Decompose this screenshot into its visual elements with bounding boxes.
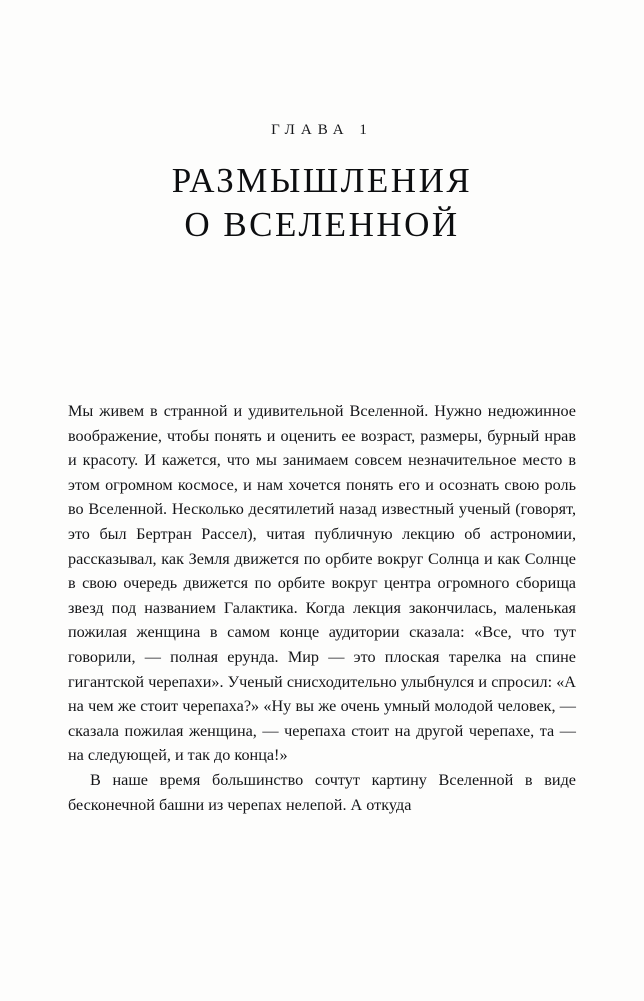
chapter-header [68, 0, 576, 247]
paragraph: В наше время большинство сочтут картину Вселенной в виде бесконечной башни из черепах нелепой. А откуда [68, 770, 576, 814]
chapter-title-line-1: РАЗМЫШЛЕНИЯ [171, 161, 473, 200]
body-text [68, 399, 576, 817]
paragraph: Мы живем в странной и удивительной Вселенной. Нужно недюжинное воображение, чтобы понять и оценить ее возраст, размеры, бурный нрав и красоту. И кажется, что мы занимаем совсем незначительное место в этом огромном космосе, и нам хочется понять его и осознать свою роль во Вселенной. Несколько десятилетий назад известный ученый (говорят, это был Бертран Рассел), читая публичную лекцию об астрономии, рассказывал, как Земля движется по орбите вокруг Солнца и как Солнце в свою очередь движется по орбите вокруг центра огромного сборища звезд под названием Галактика. Когда лекция закончилась, маленькая пожилая женщина в самом конце аудитории сказала: «Все, что тут говорили, — полная ерунда. Мир — это плоская тарелка на спине гигантской черепахи». Ученый снисходительно улыбнулся и спросил: «А на чем же стоит черепаха?» «Ну вы же очень умный молодой человек, — сказала пожилая женщина, — черепаха стоит на другой черепахе, та — на следующей, и так до конца!» [68, 402, 576, 765]
chapter-label: ГЛАВА 1 [271, 122, 373, 138]
chapter-title-line-2: О ВСЕЛЕННОЙ [184, 205, 460, 244]
page-title [68, 159, 576, 247]
